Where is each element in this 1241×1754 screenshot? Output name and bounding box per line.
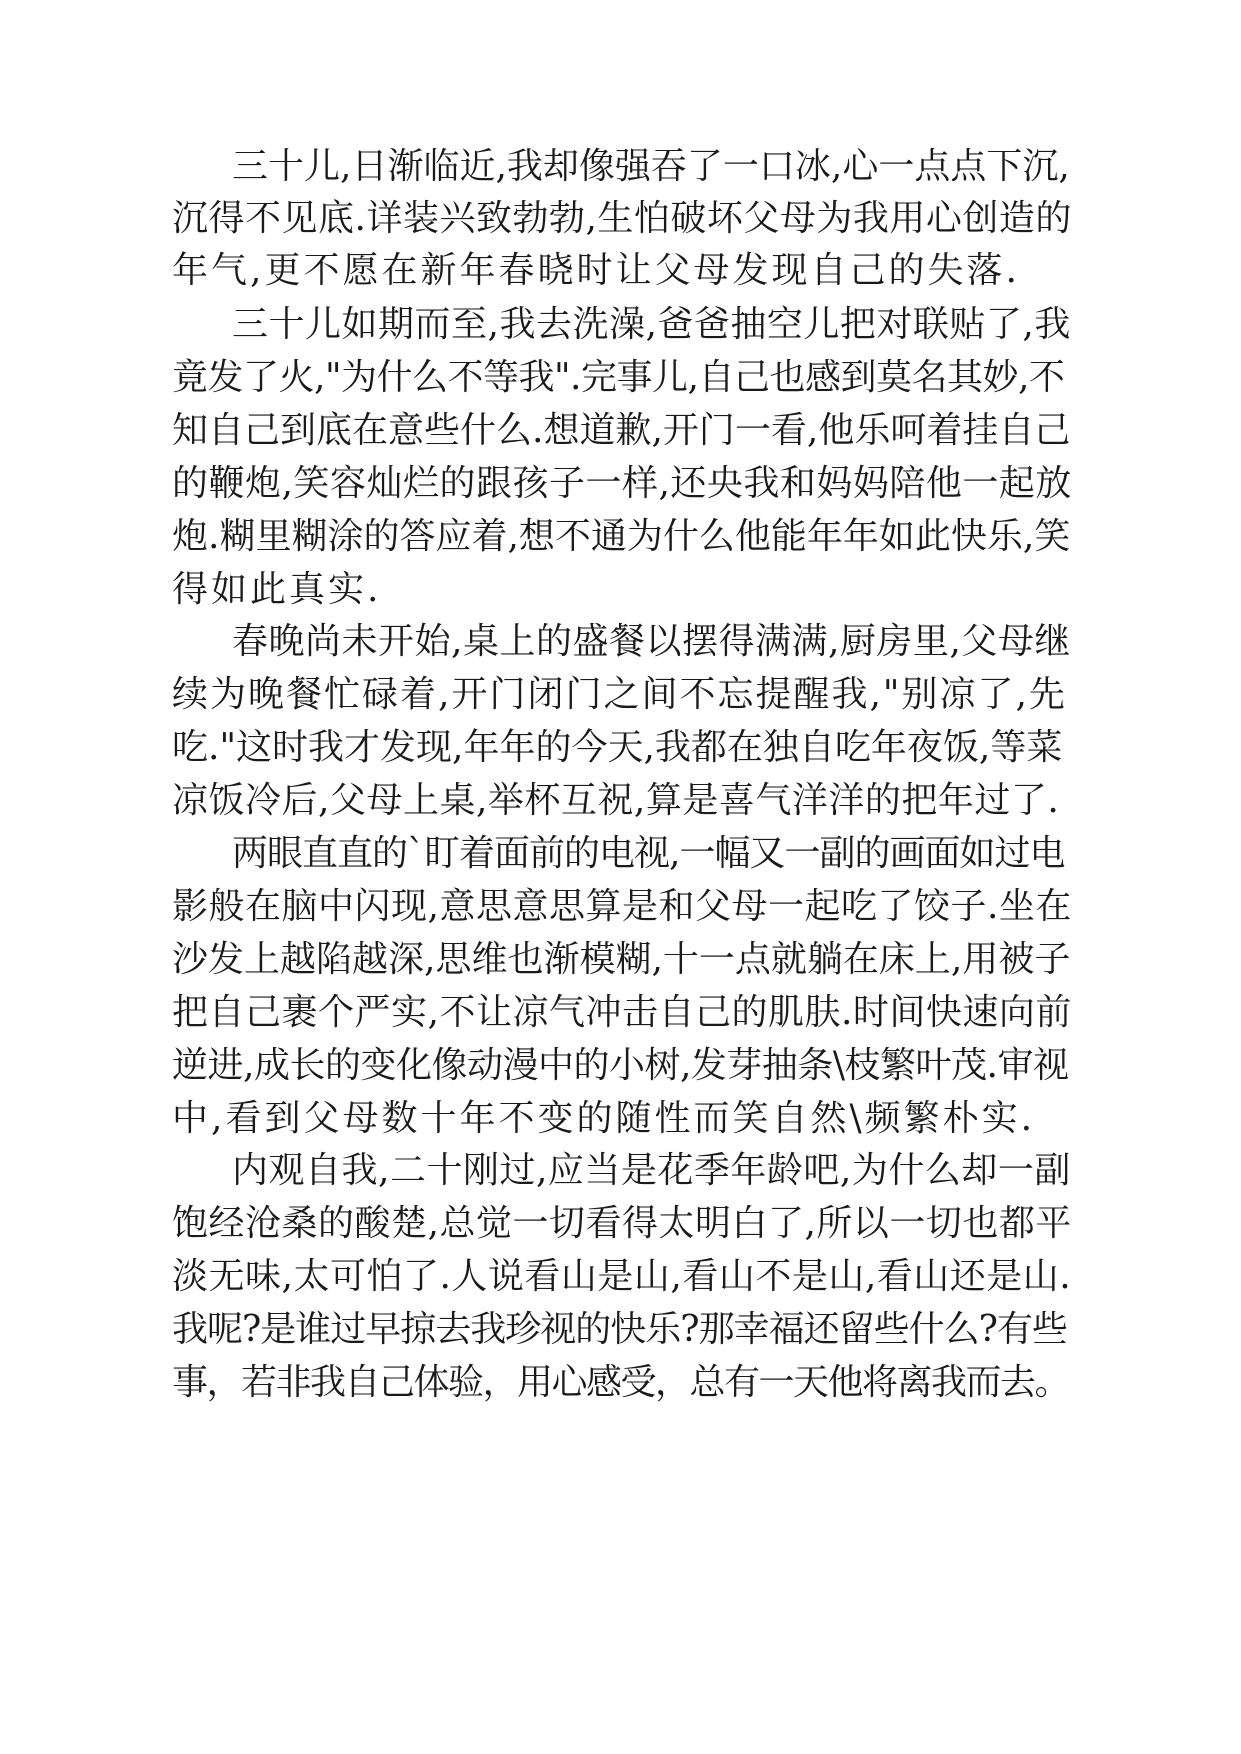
text-line: 竟发了火,"为什么不等我".完事儿,自己也感到莫名其妙,不 [172,357,1065,398]
text-line: 年气,更不愿在新年春晓时让父母发现自己的失落. [172,250,1020,291]
text-line: 内观自我,二十刚过,应当是花季年龄吧,为什么却一副 [232,1150,1071,1191]
text-line: 吃."这时我才发现,年年的今天,我都在独自吃年夜饭,等菜 [172,727,1063,768]
text-line: 饱经沧桑的酸楚,总觉一切看得太明白了,所以一切也都平 [172,1203,1072,1244]
text-line: 事，若非我自己体验，用心感受，总有一天他将离我而去。 [172,1362,1070,1403]
text-line: 影般在脑中闪现,意思意思算是和父母一起吃了饺子.坐在 [172,886,1072,927]
text-line: 我呢?是谁过早掠去我珍视的快乐?那幸福还留些什么?有些 [172,1309,1067,1350]
text-line: 凉饭冷后,父母上桌,举杯互祝,算是喜气洋洋的把年过了. [172,780,1060,821]
text-line: 中,看到父母数十年不变的随性而笑自然\频繁朴实. [172,1098,1036,1139]
text-line: 得如此真实. [172,569,382,610]
text-line: 两眼直直的`盯着面前的电视,一幅又一副的画面如过电 [232,833,1065,874]
text-line: 逆进,成长的变化像动漫中的小树,发芽抽条\枝繁叶茂.审视 [172,1045,1069,1086]
text-line: 把自己裹个严实,不让凉气冲击自己的肌肤.时间快速向前 [172,992,1072,1033]
text-line: 知自己到底在意些什么.想道歉,开门一看,他乐呵着挂自己 [172,410,1071,451]
text-line: 淡无味,太可怕了.人说看山是山,看山不是山,看山还是山. [172,1256,1072,1297]
text-line: 炮.糊里糊涂的答应着,想不通为什么他能年年如此快乐,笑 [172,516,1071,557]
text-line: 三十儿,日渐临近,我却像强吞了一口冰,心一点点下沉, [232,146,1070,187]
text-line: 三十儿如期而至,我去洗澡,爸爸抽空儿把对联贴了,我 [232,304,1071,345]
text-line: 春晚尚未开始,桌上的盛餐以摆得满满,厨房里,父母继 [232,621,1071,662]
text-line: 的鞭炮,笑容灿烂的跟孩子一样,还央我和妈妈陪他一起放 [172,463,1072,504]
text-line: 沙发上越陷越深,思维也渐模糊,十一点就躺在床上,用被子 [172,939,1071,980]
text-line: 沉得不见底.详装兴致勃勃,生怕破坏父母为我用心创造的 [172,198,1072,239]
text-line: 续为晚餐忙碌着,开门闭门之间不忘提醒我,"别凉了,先 [172,674,1067,715]
